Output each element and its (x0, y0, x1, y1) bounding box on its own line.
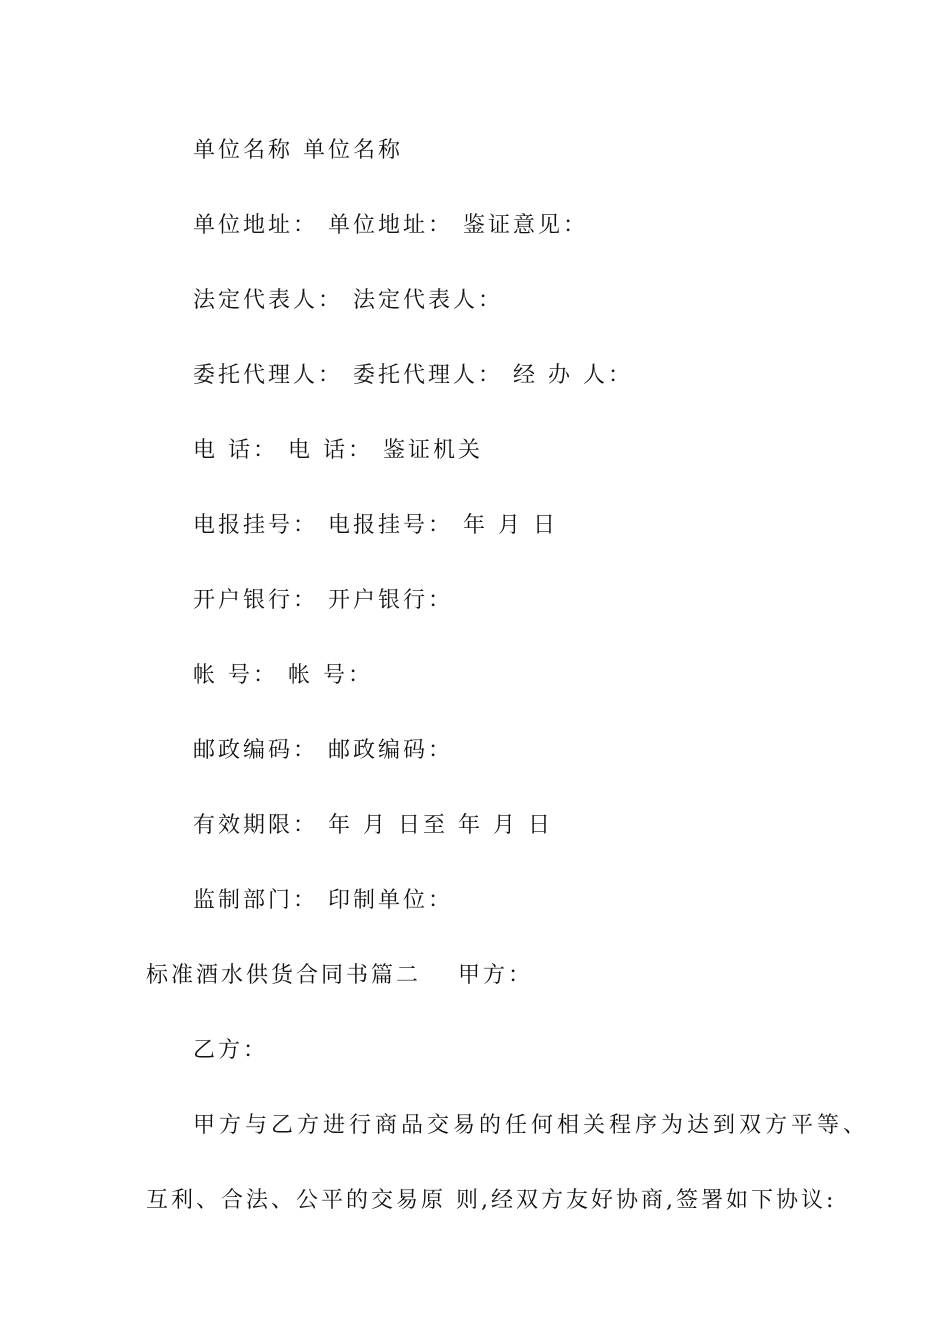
authorized-agent-line: 委托代理人： 委托代理人： 经 办 人： (193, 363, 633, 388)
unit-address-line: 单位地址： 单位地址： 鉴证意见： (193, 213, 588, 238)
unit-name-line: 单位名称 单位名称 (193, 138, 403, 163)
bank-line: 开户银行： 开户银行： (193, 588, 453, 613)
section-heading: 标准酒水供货合同书篇二 (146, 963, 422, 988)
paragraph-line: 互利、合法、公平的交易原 则,经双方友好协商,签署如下协议: (146, 1188, 837, 1213)
phone-line: 电 话： 电 话： 鉴证机关 (193, 438, 483, 463)
account-line: 帐 号： 帐 号： (193, 663, 373, 688)
telegraph-line: 电报挂号： 电报挂号： 年 月 日 (193, 513, 558, 538)
validity-period-line: 有效期限： 年 月 日至 年 月 日 (193, 813, 553, 838)
party-b-label: 乙方： (193, 1038, 269, 1063)
legal-representative-line: 法定代表人： 法定代表人： (193, 288, 503, 313)
supervision-line: 监制部门： 印制单位： (193, 888, 453, 913)
party-a-label: 甲方： (458, 963, 534, 988)
postal-code-line: 邮政编码： 邮政编码： (193, 738, 453, 763)
paragraph-line: 甲方与乙方进行商品交易的任何相关程序为达到双方平等、 (193, 1113, 870, 1138)
